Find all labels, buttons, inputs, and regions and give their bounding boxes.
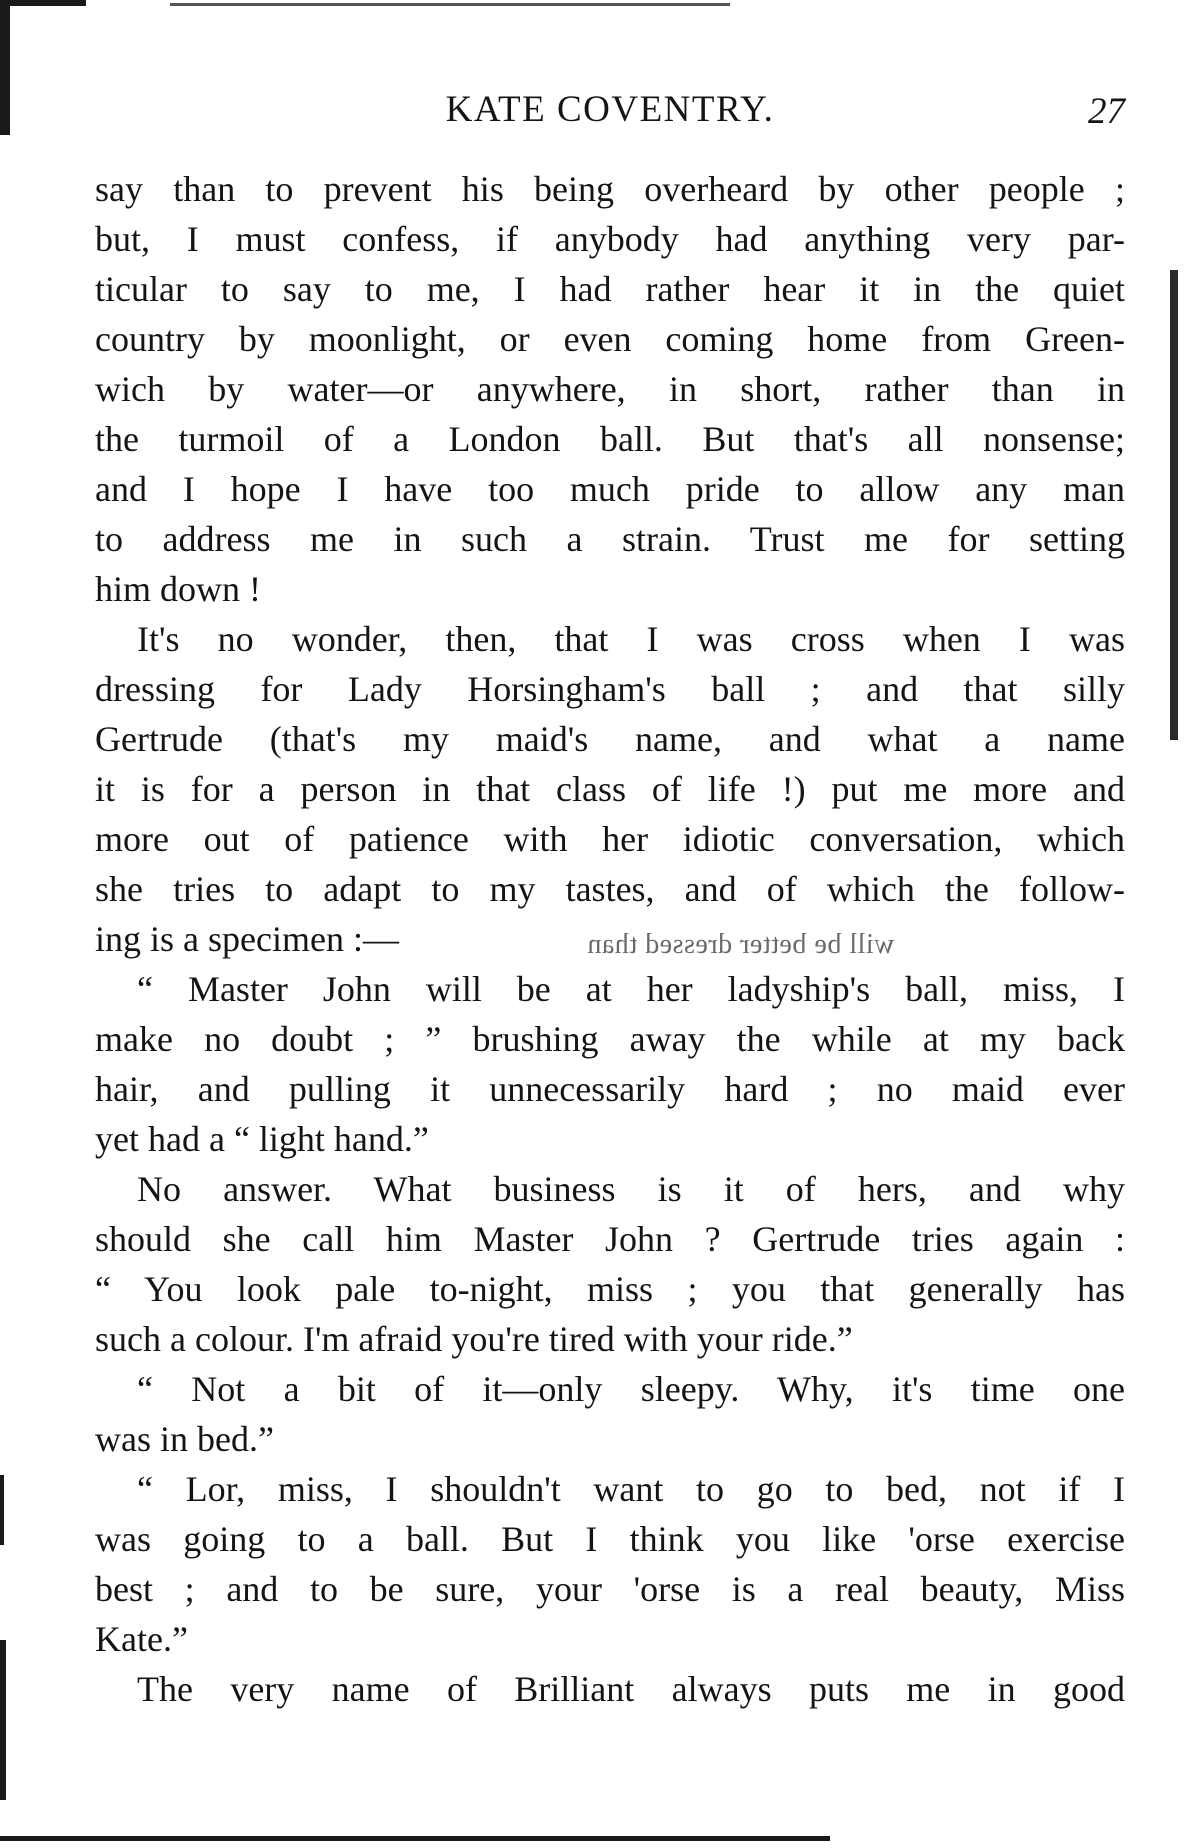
text-line: it is for a person in that class of life !) put me more and (95, 769, 1125, 809)
text-line: country by moonlight, or even coming home from Green- (95, 319, 1125, 359)
text-line: to address me in such a strain. Trust me for setting (95, 519, 1125, 559)
text-line: say than to prevent his being overheard by other people ; (95, 169, 1125, 209)
scan-edge-right (1170, 270, 1178, 740)
text-line: “ Lor, miss, I shouldn't want to go to bed, not if I (137, 1469, 1125, 1509)
text-line: she tries to adapt to my tastes, and of which the follow- (95, 869, 1125, 909)
scan-edge-top (0, 0, 86, 6)
text-line: hair, and pulling it unnecessarily hard ; no maid ever (95, 1069, 1125, 1109)
text-line: should she call him Master John ? Gertrude tries again : (95, 1219, 1125, 1259)
show-through-text: will be better dressed than (587, 929, 895, 960)
text-line: such a colour. I'm afraid you're tired with your ride.” (95, 1319, 853, 1359)
text-line: was going to a ball. But I think you like 'orse exercise (95, 1519, 1125, 1559)
scan-edge-left-mid (0, 1475, 4, 1545)
text-line: make no doubt ; ” brushing away the while at my back (95, 1019, 1125, 1059)
scan-edge-left-top (0, 0, 10, 135)
text-line: him down ! (95, 569, 261, 609)
text-line: was in bed.” (95, 1419, 274, 1459)
text-line: It's no wonder, then, that I was cross when I was (137, 619, 1125, 659)
text-line: but, I must confess, if anybody had anything very par- (95, 219, 1125, 259)
text-line: the turmoil of a London ball. But that's all nonsense; (95, 419, 1125, 459)
text-line: best ; and to be sure, your 'orse is a real beauty, Miss (95, 1569, 1125, 1609)
text-line: The very name of Brilliant always puts me in good (137, 1669, 1125, 1709)
page-header (95, 88, 1125, 138)
text-line: ticular to say to me, I had rather hear it in the quiet (95, 269, 1125, 309)
scan-edge-left-bottom (0, 1640, 6, 1800)
text-line: ing is a specimen :— (95, 919, 399, 959)
text-line-with-show-through (95, 914, 1125, 964)
running-title: KATE COVENTRY. (445, 89, 775, 130)
text-line: “ You look pale to-night, miss ; you that generally has (95, 1269, 1125, 1309)
page-number: 27 (1088, 91, 1125, 132)
text-line: wich by water—or anywhere, in short, rather than in (95, 369, 1125, 409)
text-line: “ Not a bit of it—only sleepy. Why, it's time one (137, 1369, 1125, 1409)
text-line: yet had a “ light hand.” (95, 1119, 429, 1159)
text-line: Gertrude (that's my maid's name, and what a name (95, 719, 1125, 759)
body-text (95, 164, 1125, 1714)
text-line: Kate.” (95, 1619, 188, 1659)
text-line: “ Master John will be at her ladyship's ball, miss, I (137, 969, 1125, 1009)
scan-edge-bottom (0, 1836, 830, 1841)
text-line: dressing for Lady Horsingham's ball ; and that silly (95, 669, 1125, 709)
text-line: No answer. What business is it of hers, and why (137, 1169, 1125, 1209)
text-line: more out of patience with her idiotic conversation, which (95, 819, 1125, 859)
text-line: and I hope I have too much pride to allow any man (95, 469, 1125, 509)
scan-edge-top-rule (170, 3, 730, 6)
